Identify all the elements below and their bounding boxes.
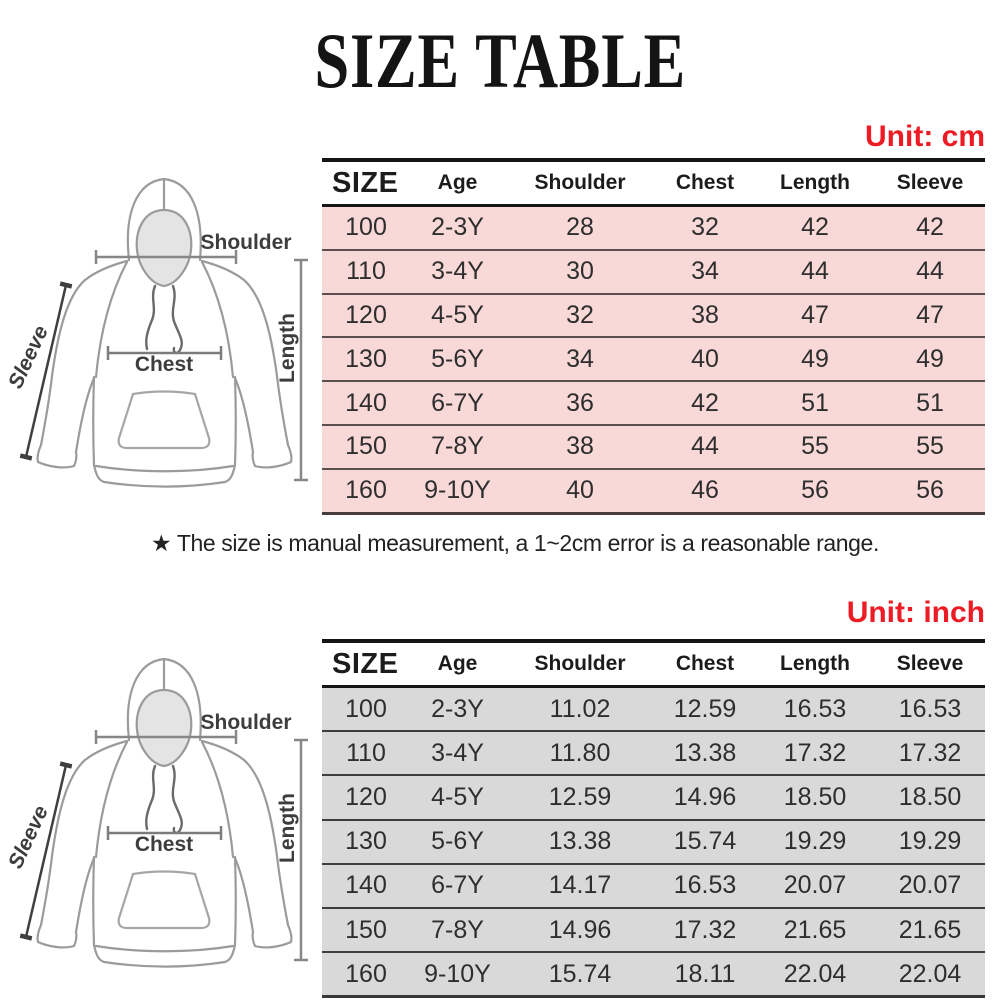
table-cell: 32 — [691, 213, 719, 242]
table-cell: 44 — [801, 257, 829, 286]
unit-label-cm: Unit: cm — [865, 120, 985, 153]
table-row — [322, 819, 985, 863]
table-cell: 120 — [345, 300, 387, 329]
table-cell: 42 — [691, 388, 719, 417]
table-row — [322, 730, 985, 774]
table-cell: 18.50 — [783, 782, 847, 811]
table-cell: 38 — [566, 432, 594, 461]
table-cell: 42 — [916, 213, 944, 242]
table-cell: 160 — [345, 476, 387, 505]
table-row — [322, 207, 985, 249]
table-cell: 100 — [345, 213, 387, 242]
shoulder-label: Shoulder — [200, 711, 292, 734]
table-cell: 32 — [566, 300, 594, 329]
column-header: Age — [437, 171, 478, 194]
table-cell: 17.32 — [783, 738, 847, 767]
column-header: Length — [780, 171, 850, 194]
hoodie-diagram-cm — [4, 152, 316, 512]
table-cell: 12.59 — [548, 782, 612, 811]
table-cell: 150 — [345, 915, 387, 944]
table-cell: 49 — [916, 344, 944, 373]
column-header: Shoulder — [534, 652, 626, 675]
table-cell: 30 — [566, 257, 594, 286]
hoodie-outline — [38, 659, 292, 967]
column-header: Sleeve — [896, 652, 964, 675]
table-row — [322, 688, 985, 730]
table-cell: 4-5Y — [431, 782, 484, 811]
table-cell: 16.53 — [783, 694, 847, 723]
column-header: Shoulder — [534, 171, 626, 194]
table-cell: 13.38 — [673, 738, 737, 767]
table-row — [322, 293, 985, 337]
shoulder-label: Shoulder — [200, 231, 292, 254]
table-cell: 49 — [801, 344, 829, 373]
table-cell: 44 — [916, 257, 944, 286]
page-title-text: SIZE TABLE — [314, 17, 686, 104]
table-cell: 40 — [566, 476, 594, 505]
chest-label: Chest — [134, 353, 194, 376]
measurement-note — [151, 530, 971, 557]
table-cell: 140 — [345, 388, 387, 417]
column-header: SIZE — [332, 647, 399, 680]
table-header-row — [322, 643, 985, 688]
table-cell: 47 — [801, 300, 829, 329]
table-row — [322, 951, 985, 995]
table-cell: 16.53 — [898, 694, 962, 723]
table-cell: 15.74 — [548, 959, 612, 988]
table-cell: 19.29 — [898, 827, 962, 856]
table-cell: 110 — [346, 257, 386, 286]
table-cell: 13.38 — [548, 827, 612, 856]
table-cell: 21.65 — [898, 915, 962, 944]
table-cell: 2-3Y — [431, 213, 484, 242]
table-cell: 6-7Y — [431, 871, 484, 900]
length-label: Length — [276, 793, 299, 863]
hoodie-outline — [38, 179, 292, 487]
table-cell: 4-5Y — [431, 300, 484, 329]
table-header-row — [322, 162, 985, 207]
table-cell: 22.04 — [783, 959, 847, 988]
column-header: Chest — [675, 171, 735, 194]
table-cell: 44 — [691, 432, 719, 461]
table-row — [322, 863, 985, 907]
table-row — [322, 774, 985, 818]
star-icon: ★ — [151, 530, 172, 556]
table-row — [322, 468, 985, 512]
table-cell: 55 — [801, 432, 829, 461]
table-cell: 21.65 — [783, 915, 847, 944]
table-cell: 20.07 — [783, 871, 847, 900]
table-cell: 11.80 — [549, 738, 611, 767]
column-header: Sleeve — [896, 171, 964, 194]
table-cell: 110 — [346, 738, 386, 767]
column-header: Chest — [675, 652, 735, 675]
table-cell: 150 — [345, 432, 387, 461]
table-cell: 19.29 — [783, 827, 847, 856]
table-cell: 40 — [691, 344, 719, 373]
table-cell: 120 — [345, 782, 387, 811]
table-body — [322, 207, 985, 515]
column-header: SIZE — [332, 166, 399, 199]
table-row — [322, 380, 985, 424]
page-title — [0, 17, 1000, 106]
table-cell: 36 — [566, 388, 594, 417]
table-cell: 2-3Y — [431, 694, 484, 723]
table-cell: 6-7Y — [431, 388, 484, 417]
table-cell: 46 — [691, 476, 719, 505]
table-cell: 5-6Y — [431, 344, 484, 373]
table-cell: 100 — [345, 694, 387, 723]
table-cell: 140 — [345, 871, 387, 900]
table-cell: 55 — [916, 432, 944, 461]
table-cell: 9-10Y — [424, 959, 491, 988]
table-cell: 3-4Y — [431, 738, 484, 767]
table-cell: 14.96 — [548, 915, 612, 944]
table-cell: 51 — [916, 388, 944, 417]
table-cell: 15.74 — [673, 827, 737, 856]
table-cell: 38 — [691, 300, 719, 329]
chest-label: Chest — [134, 833, 194, 856]
table-row — [322, 249, 985, 293]
table-cell: 9-10Y — [424, 476, 491, 505]
sleeve-label: Sleeve — [4, 322, 53, 393]
table-cell: 7-8Y — [431, 432, 484, 461]
length-label: Length — [276, 313, 299, 383]
table-cell: 17.32 — [673, 915, 737, 944]
table-cell: 11.02 — [549, 694, 611, 723]
hoodie-diagram-inch — [4, 632, 316, 992]
table-cell: 16.53 — [673, 871, 737, 900]
table-cell: 42 — [801, 213, 829, 242]
table-cell: 14.17 — [548, 871, 612, 900]
table-cell: 56 — [801, 476, 829, 505]
size-table-inch — [322, 639, 985, 998]
table-cell: 47 — [916, 300, 944, 329]
table-row — [322, 424, 985, 468]
table-cell: 22.04 — [898, 959, 962, 988]
table-cell: 130 — [345, 827, 387, 856]
note-text: The size is manual measurement, a 1~2cm error is a reasonable range. — [176, 530, 879, 556]
column-header: Length — [780, 652, 850, 675]
table-cell: 3-4Y — [431, 257, 484, 286]
table-row — [322, 907, 985, 951]
table-cell: 5-6Y — [431, 827, 484, 856]
table-cell: 56 — [916, 476, 944, 505]
table-cell: 34 — [691, 257, 719, 286]
table-cell: 17.32 — [898, 738, 962, 767]
table-cell: 130 — [345, 344, 387, 373]
table-cell: 18.50 — [898, 782, 962, 811]
table-cell: 20.07 — [898, 871, 962, 900]
table-body — [322, 688, 985, 998]
table-cell: 12.59 — [673, 694, 737, 723]
table-cell: 160 — [345, 959, 387, 988]
table-row — [322, 336, 985, 380]
table-cell: 34 — [566, 344, 594, 373]
table-cell: 28 — [566, 213, 594, 242]
unit-label-inch: Unit: inch — [846, 596, 985, 629]
table-cell: 18.11 — [674, 959, 736, 988]
column-header: Age — [437, 652, 478, 675]
table-cell: 14.96 — [673, 782, 737, 811]
table-cell: 51 — [801, 388, 829, 417]
sleeve-label: Sleeve — [4, 802, 53, 873]
size-table-cm — [322, 158, 985, 515]
table-cell: 7-8Y — [431, 915, 484, 944]
